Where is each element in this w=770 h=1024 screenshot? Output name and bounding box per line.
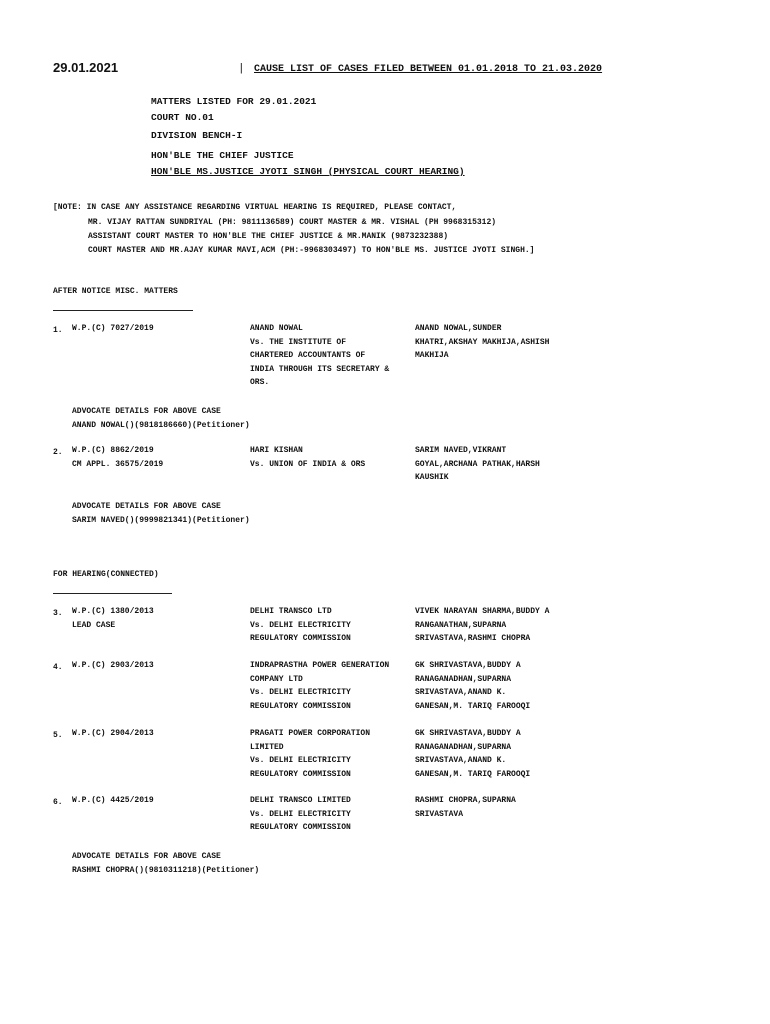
party-line: REGULATORY COMMISSION	[250, 634, 351, 643]
advocate-line: VIVEK NARAYAN SHARMA,BUDDY A	[415, 607, 550, 616]
separator: |	[238, 63, 245, 75]
advocate-line: GK SHRIVASTAVA,BUDDY A	[415, 661, 521, 670]
party-line: Vs. THE INSTITUTE OF	[250, 337, 347, 347]
case-number-index: 1.	[53, 326, 63, 335]
advocate-line: ANAND NOWAL,SUNDER	[415, 324, 502, 333]
party-names	[250, 727, 370, 781]
advocate-line: GOYAL,ARCHANA PATHAK,HARSH	[415, 459, 540, 469]
case-number-line: W.P.(C) 8862/2019	[72, 446, 154, 455]
case-number-index: 2.	[53, 448, 63, 457]
party-line: Vs. DELHI ELECTRICITY	[250, 688, 351, 697]
note-line-3: ASSISTANT COURT MASTER TO HON'BLE THE CHIEF JUSTICE & MR.MANIK (9873232388)	[88, 232, 449, 241]
advocate-line: SRIVASTAVA,ANAND K.	[415, 688, 507, 697]
party-line: DELHI TRANSCO LIMITED	[250, 796, 351, 805]
advocate-line: RANAGANADHAN,SUPARNA	[415, 742, 512, 752]
advocate-details: ANAND NOWAL()(9818186660)(Petitioner)	[72, 421, 250, 430]
case-number-line: W.P.(C) 2903/2013	[72, 661, 154, 670]
advocate-line: SRIVASTAVA,ANAND K.	[415, 756, 507, 765]
matters-listed-line: MATTERS LISTED FOR 29.01.2021	[151, 96, 317, 107]
section-heading-connected: FOR HEARING(CONNECTED)	[53, 570, 159, 579]
judge-line-2: HON'BLE MS.JUSTICE JYOTI SINGH (PHYSICAL COURT HEARING)	[151, 166, 465, 177]
party-line: DELHI TRANSCO LTD	[250, 607, 332, 616]
case-number-index: 4.	[53, 663, 63, 672]
cause-list-title: CAUSE LIST OF CASES FILED BETWEEN 01.01.2018 TO 21.03.2020	[254, 64, 603, 75]
case-number-index: 6.	[53, 798, 63, 807]
advocate-line: RANAGANADHAN,SUPARNA	[415, 674, 512, 684]
party-line: LIMITED	[250, 742, 284, 752]
party-names	[250, 322, 389, 390]
judge-line-1: HON'BLE THE CHIEF JUSTICE	[151, 150, 294, 161]
list-date: 29.01.2021	[53, 60, 119, 75]
advocate-line: GANESAN,M. TARIQ FAROOQI	[415, 769, 531, 779]
advocate-line: KAUSHIK	[415, 473, 449, 482]
party-line: REGULATORY COMMISSION	[250, 701, 351, 711]
advocate-details: SARIM NAVED()(9999821341)(Petitioner)	[72, 516, 250, 525]
advocate-names	[415, 605, 549, 646]
party-line: CHARTERED ACCOUNTANTS OF	[250, 351, 366, 360]
party-line: Vs. UNION OF INDIA & ORS	[250, 459, 366, 469]
advocate-line: MAKHIJA	[415, 351, 449, 360]
case-number	[72, 605, 154, 632]
case-number	[72, 322, 154, 336]
case-number-line: CM APPL. 36575/2019	[72, 459, 164, 469]
advocate-names	[415, 727, 530, 781]
case-number	[72, 659, 154, 673]
advocate-line: RASHMI CHOPRA,SUPARNA	[415, 796, 516, 805]
party-line: INDRAPRASTHA POWER GENERATION	[250, 661, 390, 670]
case-number-line: W.P.(C) 7027/2019	[72, 324, 154, 333]
section-divider	[53, 593, 172, 594]
case-number-line: W.P.(C) 4425/2019	[72, 796, 154, 805]
case-number-line: W.P.(C) 2904/2013	[72, 729, 154, 738]
party-line: REGULATORY COMMISSION	[250, 823, 351, 832]
note-line-4: COURT MASTER AND MR.AJAY KUMAR MAVI,ACM (PH:-9968303497) TO HON'BLE MS. JUSTICE JYOTI SINGH.]	[88, 246, 535, 255]
advocate-names	[415, 444, 540, 485]
advocate-details-heading: ADVOCATE DETAILS FOR ABOVE CASE	[72, 407, 221, 416]
case-number-index: 5.	[53, 731, 63, 740]
advocate-names	[415, 794, 516, 821]
party-line: PRAGATI POWER CORPORATION	[250, 729, 371, 738]
party-line: Vs. DELHI ELECTRICITY	[250, 756, 351, 765]
advocate-details-heading: ADVOCATE DETAILS FOR ABOVE CASE	[72, 502, 221, 511]
note-line-1: [NOTE: IN CASE ANY ASSISTANCE REGARDING VIRTUAL HEARING IS REQUIRED, PLEASE CONTACT,	[53, 203, 457, 212]
party-names	[250, 444, 365, 471]
advocate-names	[415, 322, 549, 363]
section-heading-after-notice: AFTER NOTICE MISC. MATTERS	[53, 287, 178, 296]
party-line: INDIA THROUGH ITS SECRETARY &	[250, 364, 390, 374]
advocate-details-heading: ADVOCATE DETAILS FOR ABOVE CASE	[72, 852, 221, 861]
case-number	[72, 727, 154, 741]
case-number	[72, 444, 163, 471]
advocate-line: KHATRI,AKSHAY MAKHIJA,ASHISH	[415, 337, 550, 347]
advocate-line: GANESAN,M. TARIQ FAROOQI	[415, 701, 531, 711]
party-line: COMPANY LTD	[250, 674, 303, 684]
advocate-line: SRIVASTAVA	[415, 809, 464, 819]
advocate-names	[415, 659, 530, 713]
party-line: ORS.	[250, 378, 270, 387]
advocate-line: RANGANATHAN,SUPARNA	[415, 620, 507, 630]
party-line: ANAND NOWAL	[250, 324, 303, 333]
advocate-line: SARIM NAVED,VIKRANT	[415, 446, 507, 455]
case-number-line: LEAD CASE	[72, 620, 116, 630]
advocate-line: SRIVASTAVA,RASHMI CHOPRA	[415, 634, 531, 643]
advocate-line: GK SHRIVASTAVA,BUDDY A	[415, 729, 521, 738]
section-divider	[53, 310, 193, 311]
party-line: HARI KISHAN	[250, 446, 303, 455]
note-line-2: MR. VIJAY RATTAN SUNDRIYAL (PH: 9811136589) COURT MASTER & MR. VISHAL (PH 9968315312)	[88, 218, 497, 227]
advocate-details: RASHMI CHOPRA()(9810311218)(Petitioner)	[72, 866, 260, 875]
bench-line: DIVISION BENCH-I	[151, 130, 243, 141]
court-number-line: COURT NO.01	[151, 112, 214, 123]
party-names	[250, 605, 351, 646]
case-number	[72, 794, 154, 808]
party-line: REGULATORY COMMISSION	[250, 769, 351, 779]
party-names	[250, 794, 351, 835]
party-names	[250, 659, 389, 713]
party-line: Vs. DELHI ELECTRICITY	[250, 809, 351, 819]
case-number-line: W.P.(C) 1380/2013	[72, 607, 154, 616]
case-number-index: 3.	[53, 609, 63, 618]
party-line: Vs. DELHI ELECTRICITY	[250, 620, 351, 630]
